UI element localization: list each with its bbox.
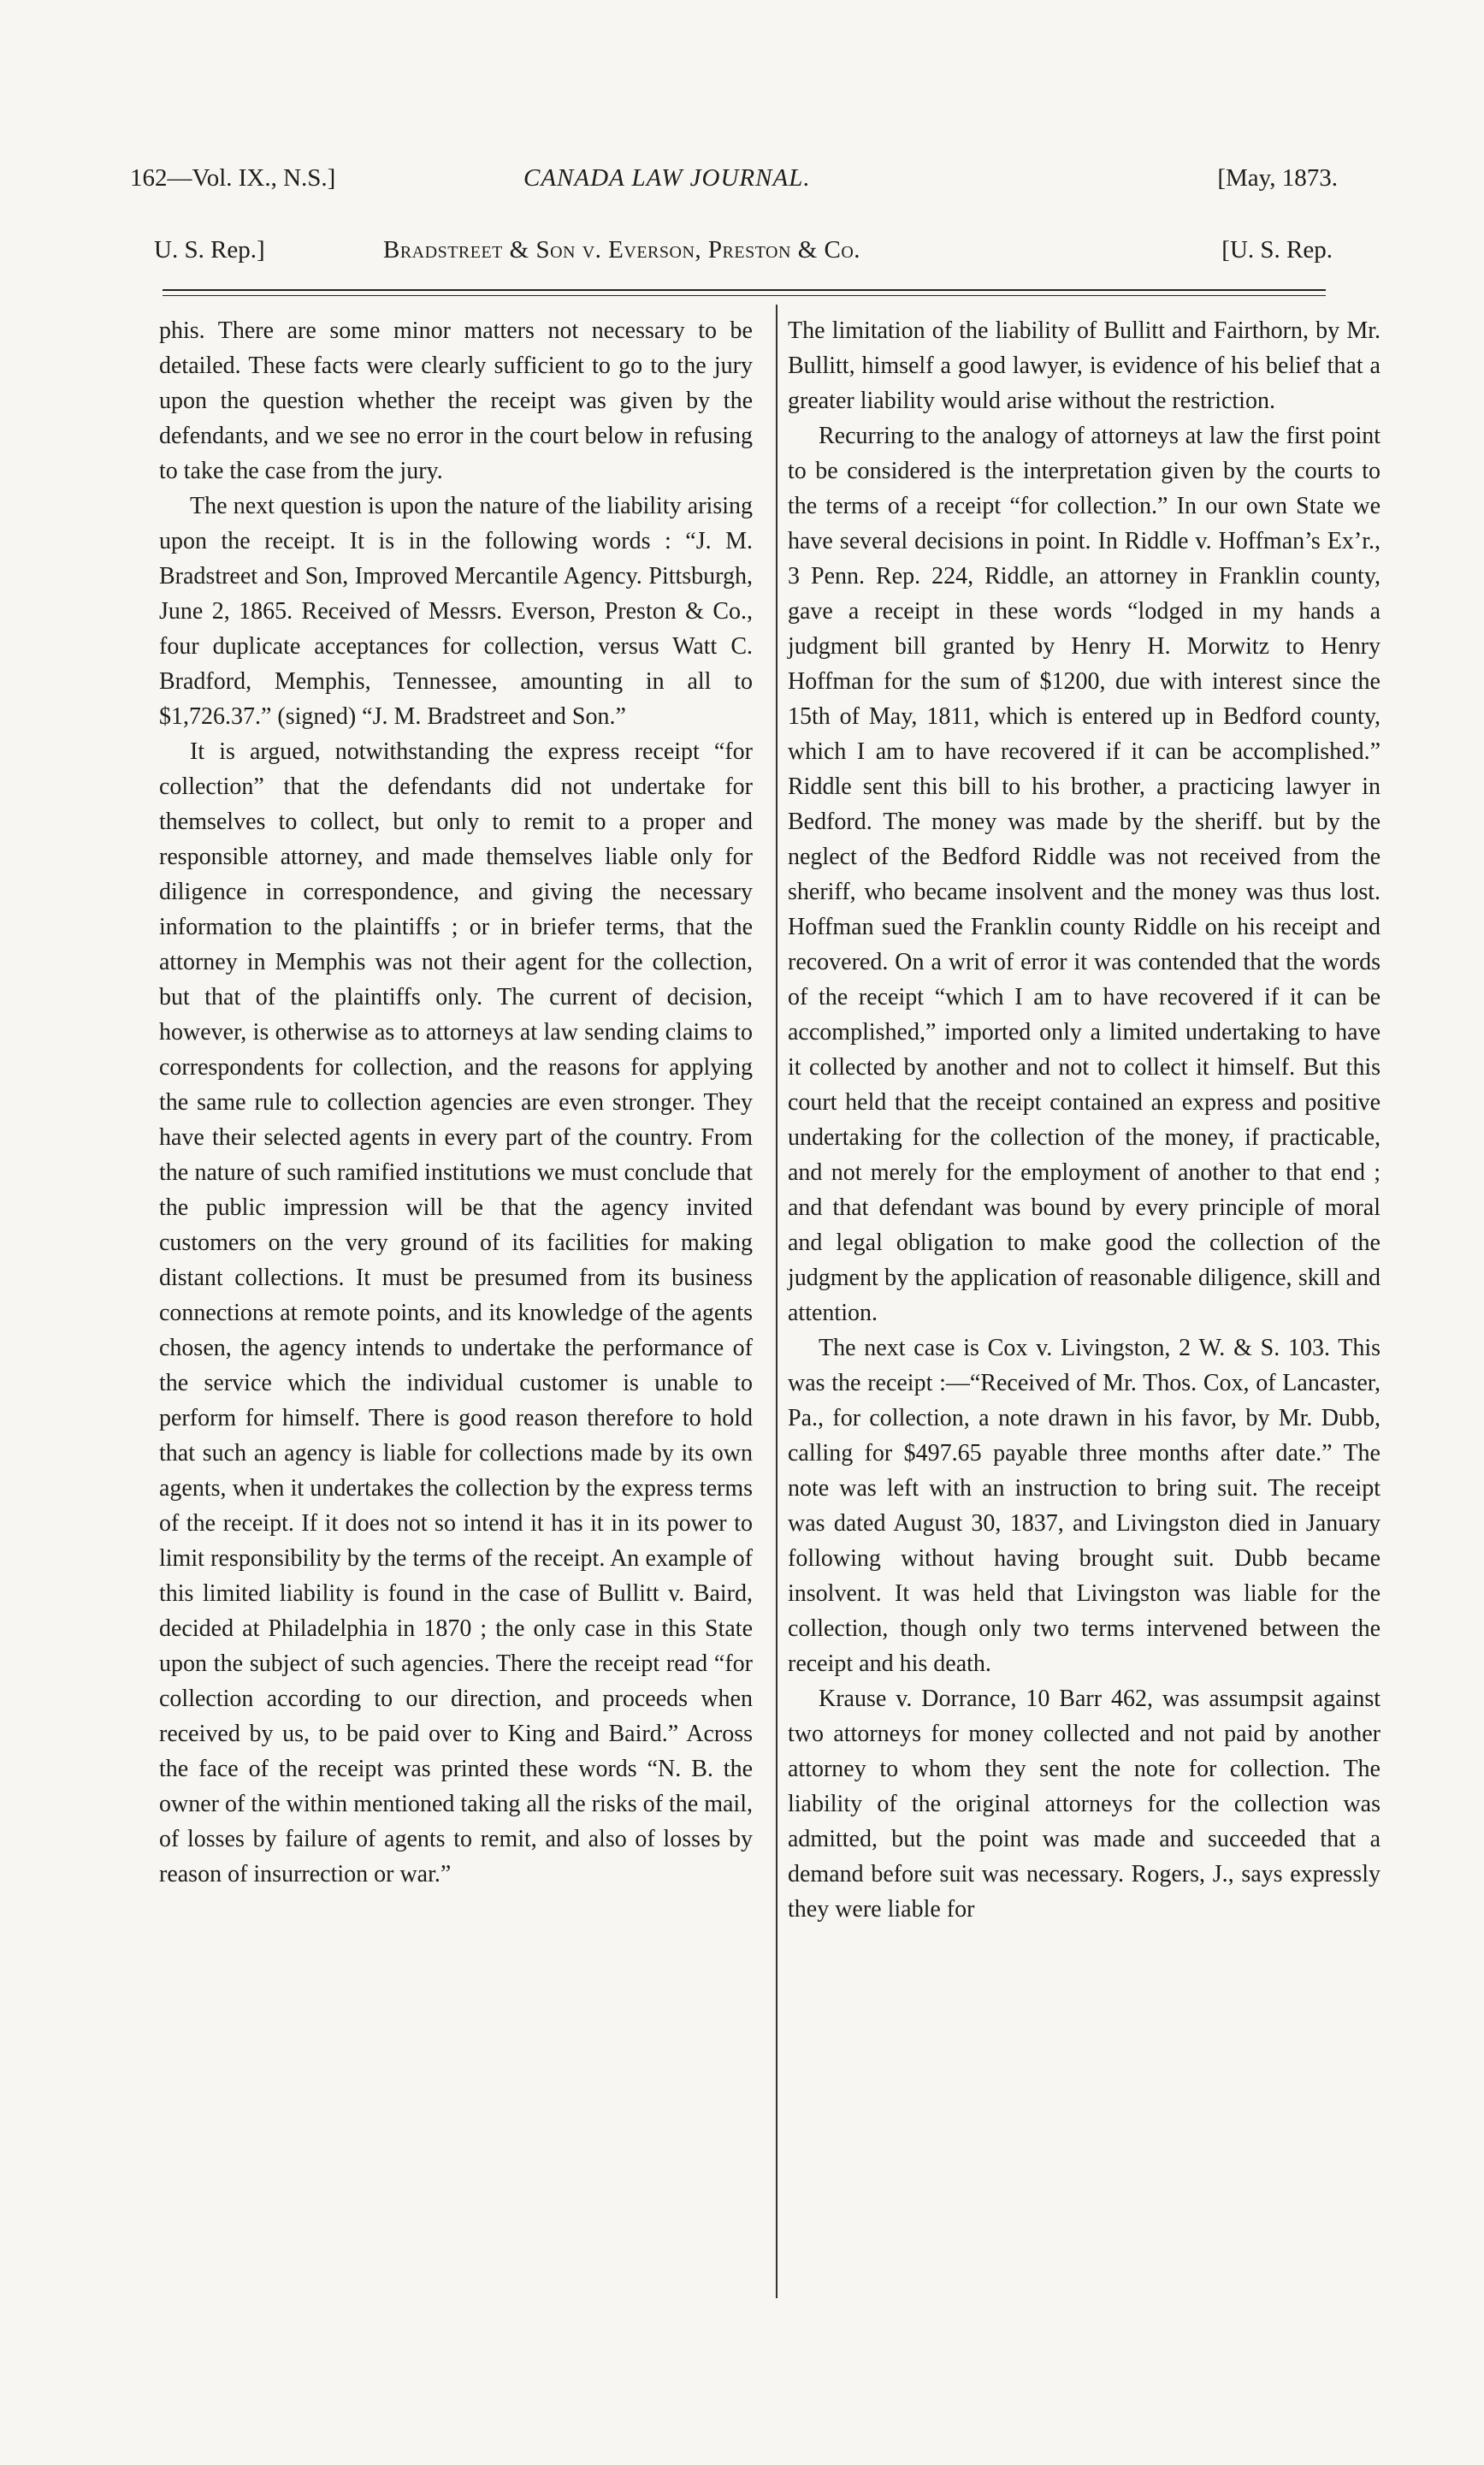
issue-date: [May, 1873. (1217, 164, 1338, 192)
paragraph: The next question is upon the nature of the liability arising upon the receipt. It is in the following words : “J. M. Bradstreet and Son, Improved Mercantile Agency. Pittsburgh, June 2, 1865. Received of Messrs. Everson, Preston & Co., four duplicate acceptances for collection, versus Watt C. Bradford, Memphis, Tennessee, amounting in all to $1,726.37.” (signed) “J. M. Bradstreet and Son.” (159, 493, 753, 730)
column-divider (776, 305, 777, 2298)
report-label-right: [U. S. Rep. (1221, 236, 1333, 264)
right-column (788, 313, 1381, 1927)
journal-title: CANADA LAW JOURNAL. (523, 164, 811, 192)
paragraph: It is argued, notwithstanding the express receipt “for collection” that the defendants did not undertake for themselves to collect, but only to remit to a proper and responsible attorney, and made themselves liable only for diligence in correspondence, and giving the necessary information to the plaintiffs ; or in briefer terms, that the attorney in Memphis was not their agent for the collection, but that of the plaintiffs only. The current of decision, however, is otherwise as to attorneys at law sending claims to correspondents for collection, and the reasons for applying the same rule to collection agencies are even stronger. They have their selected agents in every part of the country. From the nature of such ramified institutions we must conclude that the public impression will be that the agency invited customers on the very ground of its facilities for making distant collections. It must be presumed from its business connections at remote points, and its knowledge of the agents chosen, the agency intends to undertake the performance of the service which the individual customer is unable to perform for himself. There is good reason therefore to hold that such an agency is liable for collections made by its own agents, when it undertakes the collection by the express terms of the receipt. If it does not so intend it has it in its power to limit responsibility by the terms of the receipt. An example of this limited liability is found in the case of Bullitt v. Baird, decided at Philadelphia in 1870 ; the only case in this State upon the subject of such agencies. There the receipt read “for collection according to our direction, and proceeds when received by us, to be paid over to King and Baird.” Across the face of the receipt was printed these words “N. B. the owner of the within mentioned taking all the risks of the mail, of losses by failure of agents to remit, and also of losses by reason of insurrection or war.” (159, 738, 753, 1887)
case-title: Bradstreet & Son v. Everson, Preston & Co. (383, 236, 861, 264)
paragraph: Recurring to the analogy of attorneys at law the first point to be considered is the interpretation given by the courts to the terms of a receipt “for collection.” In our own State we have several decisions in point. In Riddle v. Hoffman’s Ex’r., 3 Penn. Rep. 224, Riddle, an attorney in Franklin county, gave a receipt in these words “lodged in my hands a judgment bill granted by Henry H. Morwitz to Henry Hoffman for the sum of $1200, due with interest since the 15th of May, 1811, which is entered up in Bedford county, which I am to have recovered if it can be accomplished.” Riddle sent this bill to his brother, a practicing lawyer in Bedford. The money was made by the sheriff. but by the neglect of the Bedford Riddle was not received from the sheriff, who became insolvent and the money was thus lost. Hoffman sued the Franklin county Riddle on his receipt and recovered. On a writ of error it was contended that the words of the receipt “which I am to have recovered if it can be accomplished,” imported only a limited undertaking to have it collected by another and not to collect it himself. But this court held that the receipt contained an express and positive undertaking for the collection of the money, if practicable, and not merely for the employment of another to that end ; and that defendant was bound by every principle of moral and legal obligation to make good the collection of the judgment by the application of reasonable diligence, skill and attention. (788, 423, 1381, 1326)
case-header (130, 236, 1338, 284)
paragraph: phis. There are some minor matters not necessary to be detailed. These facts were clearly sufficient to go to the jury upon the question whether the receipt was given by the defendants, and we see no error in the court below in refusing to take the case from the jury. (159, 317, 753, 484)
page-header (130, 164, 1338, 207)
paragraph: The limitation of the liability of Bullitt and Fairthorn, by Mr. Bullitt, himself a good lawyer, is evidence of his belief that a greater liability would arise without the restriction. (788, 317, 1381, 414)
left-column (159, 313, 753, 1892)
header-rule (163, 289, 1326, 296)
report-label-left: U. S. Rep.] (154, 236, 265, 264)
paragraph: Krause v. Dorrance, 10 Barr 462, was assumpsit against two attorneys for money collected and not paid by another attorney to whom they sent the note for collection. The liability of the original attorneys for the collection was admitted, but the point was made and succeeded that a demand before suit was necessary. Rogers, J., says expressly they were liable for (788, 1686, 1381, 1923)
page-reference: 162—Vol. IX., N.S.] (130, 164, 336, 192)
paragraph: The next case is Cox v. Livingston, 2 W. & S. 103. This was the receipt :—“Received of Mr. Thos. Cox, of Lancaster, Pa., for collection, a note drawn in his favor, by Mr. Dubb, calling for $497.65 payable three months after date.” The note was left with an instruction to bring suit. The receipt was dated August 30, 1837, and Livingston died in January following without having brought suit. Dubb became insolvent. It was held that Livingston was liable for the collection, though only two terms intervened between the receipt and his death. (788, 1335, 1381, 1677)
